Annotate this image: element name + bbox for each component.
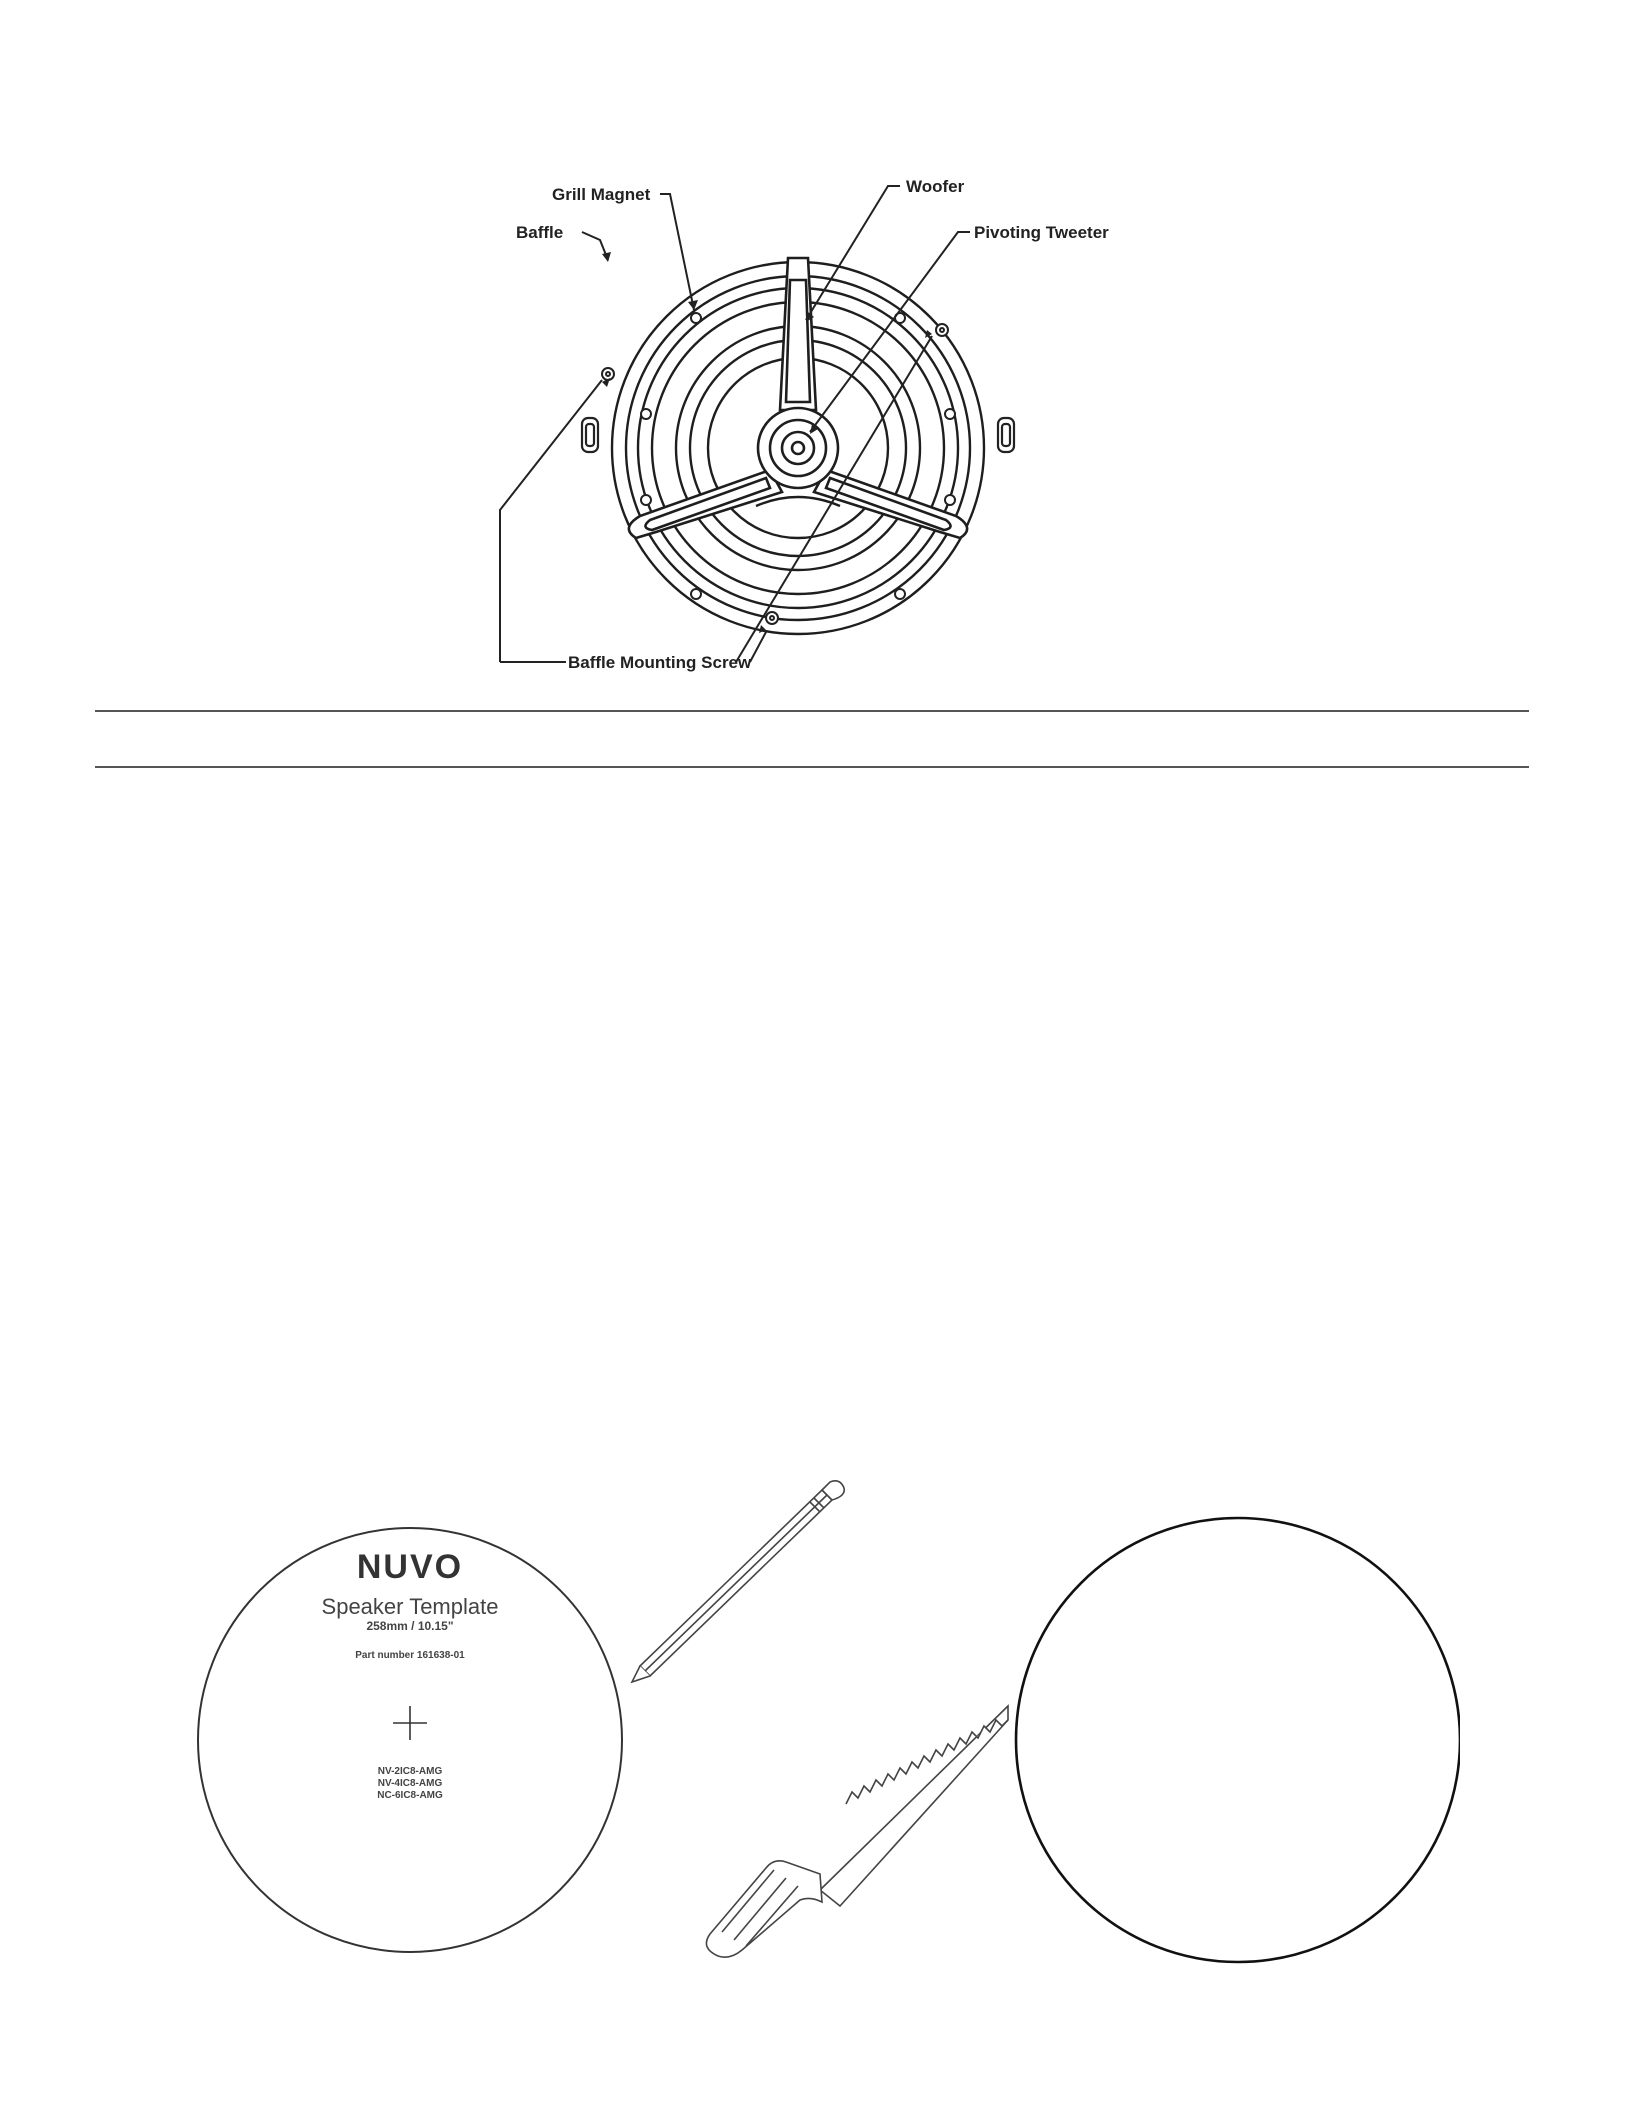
label-pivoting-tweeter: Pivoting Tweeter — [974, 223, 1109, 242]
template-size: 258mm / 10.15" — [366, 1619, 454, 1633]
label-baffle-mounting-screw: Baffle Mounting Screw — [568, 653, 752, 672]
divider-top — [95, 710, 1529, 712]
cutout-circle — [1016, 1518, 1460, 1962]
template-model: NV-4IC8-AMG — [377, 1778, 443, 1789]
speaker-diagram — [470, 170, 1110, 690]
woofer-inner-arc-2 — [756, 497, 840, 506]
template-brand: NUVO — [356, 1548, 464, 1586]
label-woofer: Woofer — [906, 177, 965, 196]
speaker-template — [198, 1528, 622, 1952]
label-baffle: Baffle — [516, 223, 564, 242]
divider-bottom — [95, 766, 1529, 768]
pivoting-tweeter — [758, 408, 838, 488]
template-part-number: Part number 161638-01 — [355, 1650, 465, 1661]
template-model: NV-2IC8-AMG — [377, 1766, 443, 1777]
drywall-saw-icon — [706, 1706, 1008, 1957]
template-model: NC-6IC8-AMG — [377, 1790, 443, 1801]
template-tools-illustration — [190, 1470, 1460, 1990]
label-grill-magnet: Grill Magnet — [552, 185, 651, 204]
template-title: Speaker Template — [321, 1594, 499, 1619]
pencil-icon — [632, 1481, 844, 1682]
